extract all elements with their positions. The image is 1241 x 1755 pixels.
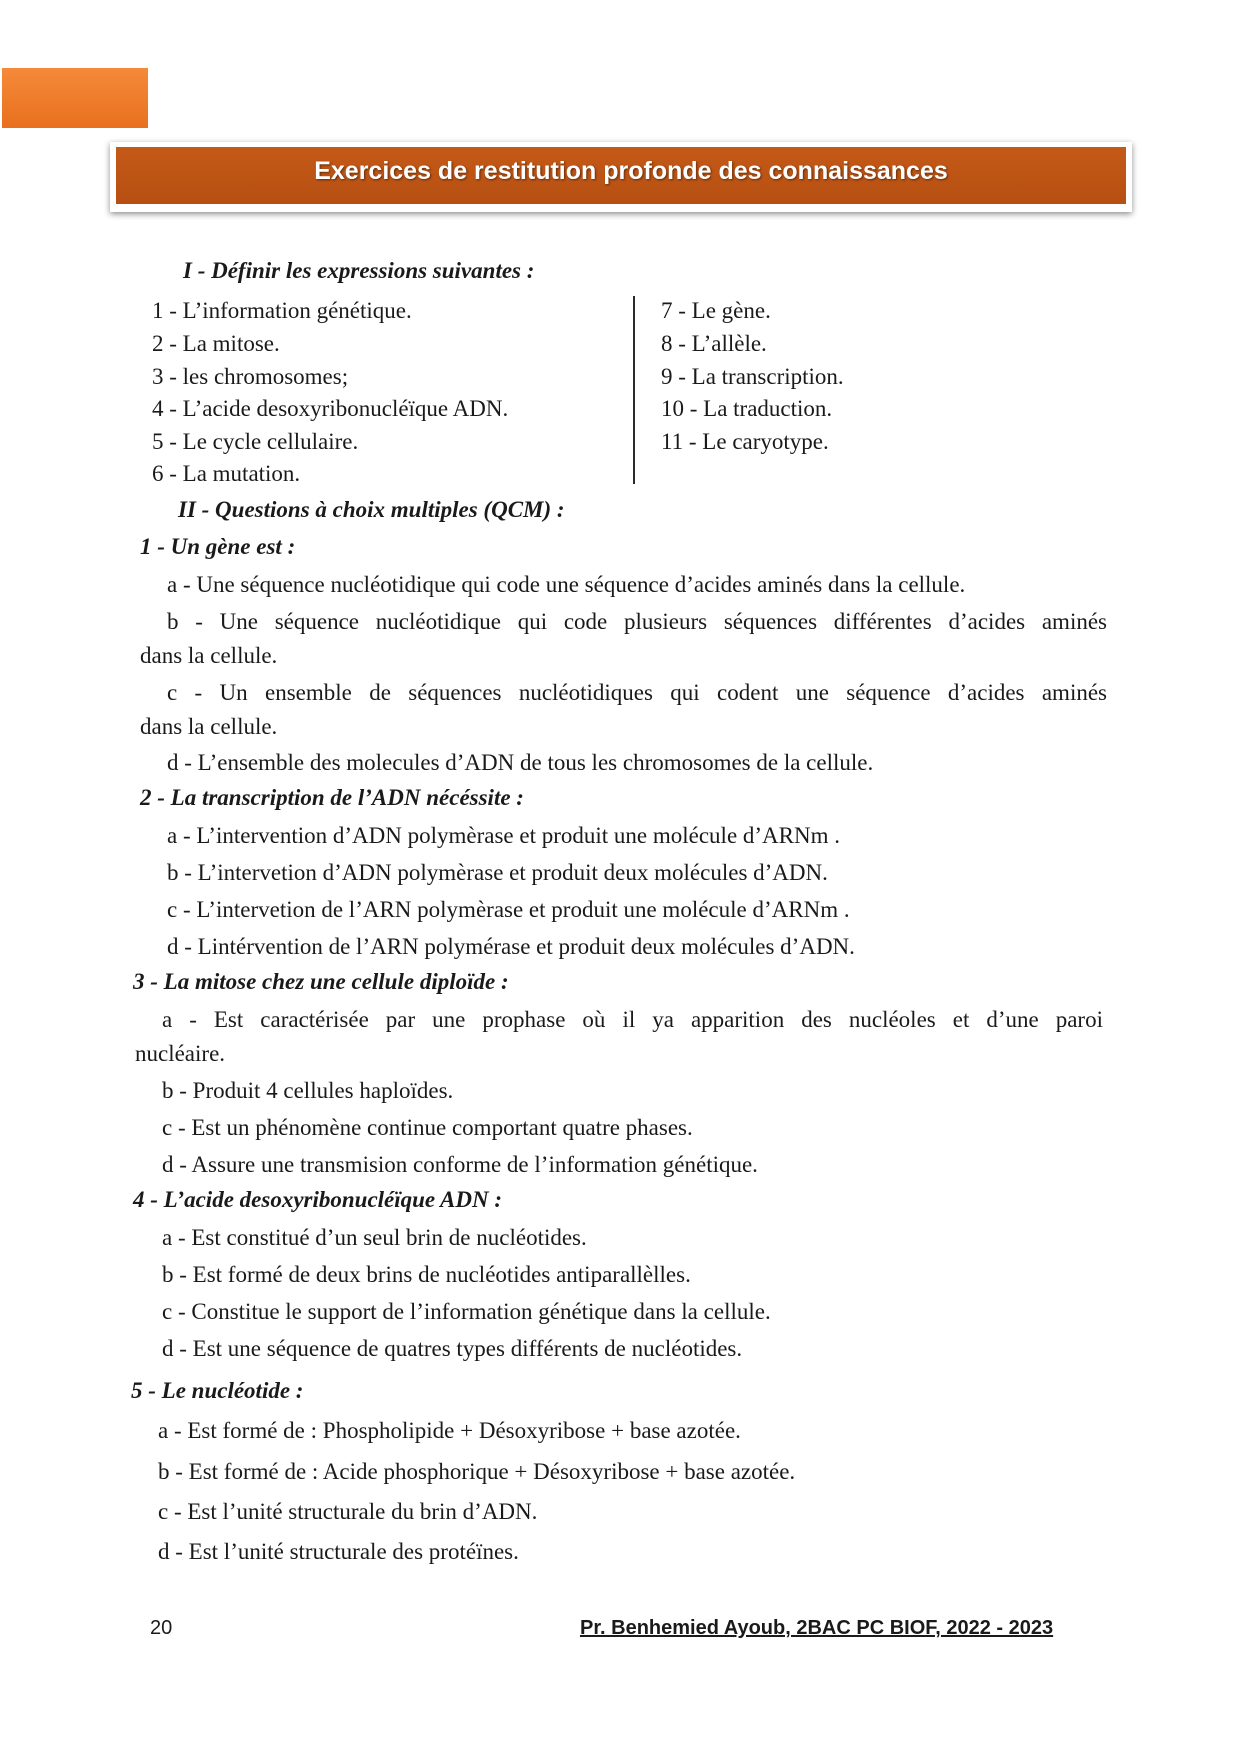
question-title: 2 - La transcription de l’ADN nécéssite : <box>140 785 524 810</box>
answer-option: a - Est caractérisée par une prophase où il ya apparition des nucléoles et d’une paroi <box>162 1007 1103 1032</box>
question-title: 5 - Le nucléotide : <box>131 1378 304 1403</box>
answer-option-continuation: nucléaire. <box>135 1041 226 1066</box>
answer-option: d - L’ensemble des molecules d’ADN de tous les chromosomes de la cellule. <box>167 750 874 775</box>
answer-option: b - L’intervetion d’ADN polymèrase et produit deux molécules d’ADN. <box>167 860 828 885</box>
footer-author: Pr. Benhemied Ayoub, 2BAC PC BIOF, 2022 - 2023 <box>580 1617 1054 1639</box>
answer-option-continuation: dans la cellule. <box>140 714 278 739</box>
answer-option: d - Lintérvention de l’ARN polymérase et produit deux molécules d’ADN. <box>167 934 855 959</box>
definition-item: 7 - Le gène. <box>661 298 771 323</box>
answer-option: a - Est constitué d’un seul brin de nucléotides. <box>162 1225 587 1250</box>
section-1-heading: I - Définir les expressions suivantes : <box>183 258 535 283</box>
section-2-heading: II - Questions à choix multiples (QCM) : <box>178 497 565 522</box>
definition-item: 2 - La mitose. <box>152 331 280 356</box>
answer-option: c - L’intervetion de l’ARN polymèrase et produit une molécule d’ARNm . <box>167 897 850 922</box>
answer-option: b - Est formé de deux brins de nucléotides antiparallèlles. <box>162 1262 691 1287</box>
definition-item: 4 - L’acide desoxyribonucléïque ADN. <box>152 396 509 421</box>
answer-option: d - Assure une transmision conforme de l’information génétique. <box>162 1152 758 1177</box>
column-divider <box>633 296 635 484</box>
answer-option: c - Est l’unité structurale du brin d’ADN. <box>158 1499 538 1524</box>
definition-item: 11 - Le caryotype. <box>661 429 829 454</box>
answer-option: a - Une séquence nucléotidique qui code une séquence d’acides aminés dans la cellule. <box>167 572 966 597</box>
question-title: 4 - L’acide desoxyribonucléïque ADN : <box>133 1187 503 1212</box>
title-banner <box>110 142 1132 212</box>
definition-item: 9 - La transcription. <box>661 364 844 389</box>
answer-option: b - Produit 4 cellules haploïdes. <box>162 1078 454 1103</box>
definition-item: 1 - L’information génétique. <box>152 298 412 323</box>
definition-item: 5 - Le cycle cellulaire. <box>152 429 359 454</box>
corner-tab-decoration <box>2 68 148 128</box>
answer-option: a - L’intervention d’ADN polymèrase et produit une molécule d’ARNm . <box>167 823 841 848</box>
answer-option: d - Est l’unité structurale des protéïnes. <box>158 1539 519 1564</box>
definition-item: 3 - les chromosomes; <box>152 364 349 389</box>
answer-option: b - Est formé de : Acide phosphorique + Désoxyribose + base azotée. <box>158 1459 796 1484</box>
page-number: 20 <box>150 1617 173 1639</box>
answer-option-continuation: dans la cellule. <box>140 643 278 668</box>
definition-item: 10 - La traduction. <box>661 396 833 421</box>
question-title: 3 - La mitose chez une cellule diploïde : <box>133 969 509 994</box>
answer-option: d - Est une séquence de quatres types différents de nucléotides. <box>162 1336 743 1361</box>
definition-item: 8 - L’allèle. <box>661 331 767 356</box>
answer-option: c - Un ensemble de séquences nucléotidiques qui codent une séquence d’acides aminés <box>167 680 1107 705</box>
definition-item: 6 - La mutation. <box>152 461 301 486</box>
answer-option: c - Est un phénomène continue comportant quatre phases. <box>162 1115 693 1140</box>
page-title: Exercices de restitution profonde des connaissances <box>116 147 1126 204</box>
answer-option: b - Une séquence nucléotidique qui code plusieurs séquences différentes d’acides aminés <box>167 609 1107 634</box>
answer-option: c - Constitue le support de l’information génétique dans la cellule. <box>162 1299 771 1324</box>
answer-option: a - Est formé de : Phospholipide + Désoxyribose + base azotée. <box>158 1418 741 1443</box>
question-title: 1 - Un gène est : <box>140 534 296 559</box>
